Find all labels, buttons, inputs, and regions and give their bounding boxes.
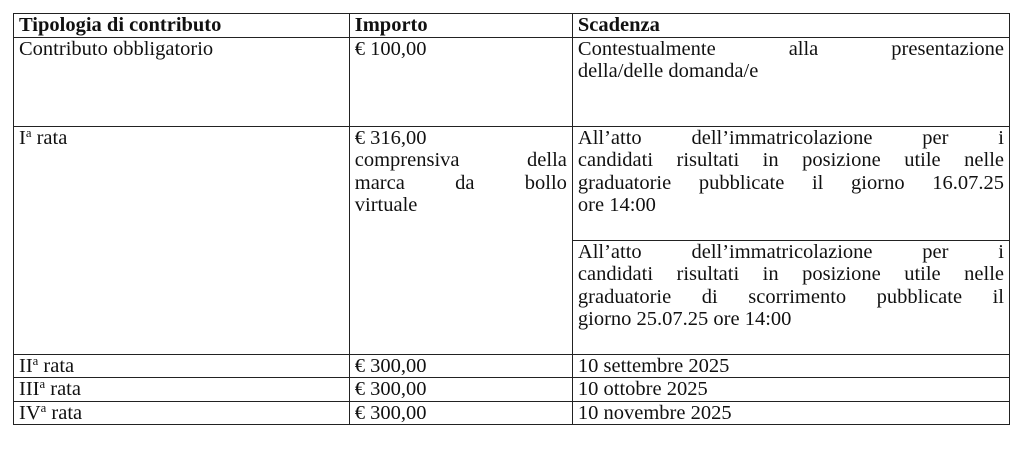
importo-line: marca da bollo bbox=[354, 171, 567, 194]
rata-label: rata bbox=[38, 354, 75, 377]
rata-number: II bbox=[19, 354, 33, 377]
rata-superscript: a bbox=[25, 126, 32, 140]
cell-tipologia bbox=[14, 354, 350, 378]
scadenza-line: giorno 25.07.25 ore 14:00 bbox=[577, 308, 792, 331]
cell-importo: € 100,00 bbox=[349, 37, 572, 126]
cell-scadenza: 10 novembre 2025 bbox=[572, 401, 1009, 425]
scadenza-line: della/delle domanda/e bbox=[577, 60, 759, 83]
rata-label: rata bbox=[45, 378, 81, 401]
cell-tipologia bbox=[14, 126, 350, 354]
header-row bbox=[14, 14, 1010, 38]
scadenza-line: Contestualmente alla presentazione bbox=[577, 37, 1004, 60]
cell-importo: € 300,00 bbox=[349, 378, 572, 402]
importo-line: € 316,00 bbox=[354, 126, 427, 149]
cell-scadenza bbox=[572, 37, 1009, 126]
cell-scadenza: 10 ottobre 2025 bbox=[572, 378, 1009, 402]
cell-tipologia bbox=[14, 401, 350, 425]
header-scadenza: Scadenza bbox=[572, 14, 1009, 38]
cell-scadenza bbox=[572, 240, 1009, 354]
cell-importo bbox=[349, 126, 572, 354]
rata-number: I bbox=[19, 126, 26, 149]
importo-line: comprensiva della bbox=[354, 149, 567, 172]
scadenza-line: All’atto dell’immatricolazione per i bbox=[577, 126, 1004, 149]
table-row bbox=[14, 378, 1010, 402]
cell-importo: € 300,00 bbox=[349, 354, 572, 378]
scadenza-line: All’atto dell’immatricolazione per i bbox=[577, 240, 1004, 263]
scadenza-line: ore 14:00 bbox=[577, 194, 656, 217]
cell-importo: € 300,00 bbox=[349, 401, 572, 425]
importo-line: virtuale bbox=[354, 194, 418, 217]
rata-superscript: a bbox=[32, 354, 39, 368]
rata-label: rata bbox=[31, 126, 68, 149]
cell-tipologia bbox=[14, 378, 350, 402]
table-row bbox=[14, 126, 1010, 240]
rata-number: IV bbox=[19, 401, 41, 424]
cell-scadenza: 10 settembre 2025 bbox=[572, 354, 1009, 378]
rata-superscript: a bbox=[39, 377, 46, 392]
scadenza-line: graduatorie di scorrimento pubblicate il bbox=[577, 285, 1004, 308]
cell-scadenza bbox=[572, 126, 1009, 240]
header-tipologia: Tipologia di contributo bbox=[14, 14, 350, 38]
rata-superscript: a bbox=[40, 401, 47, 415]
table-row bbox=[14, 354, 1010, 378]
cell-tipologia: Contributo obbligatorio bbox=[14, 37, 350, 126]
fees-table bbox=[13, 13, 1010, 425]
fees-document bbox=[13, 13, 1010, 425]
rata-label: rata bbox=[46, 401, 83, 424]
scadenza-line: candidati risultati in posizione utile nelle bbox=[577, 149, 1004, 172]
rata-number: III bbox=[19, 378, 40, 401]
table-row bbox=[14, 37, 1010, 126]
table-row bbox=[14, 401, 1010, 425]
header-importo: Importo bbox=[349, 14, 572, 38]
scadenza-line: graduatorie pubblicate il giorno 16.07.25 bbox=[577, 171, 1004, 194]
scadenza-line: candidati risultati in posizione utile nelle bbox=[577, 263, 1004, 286]
